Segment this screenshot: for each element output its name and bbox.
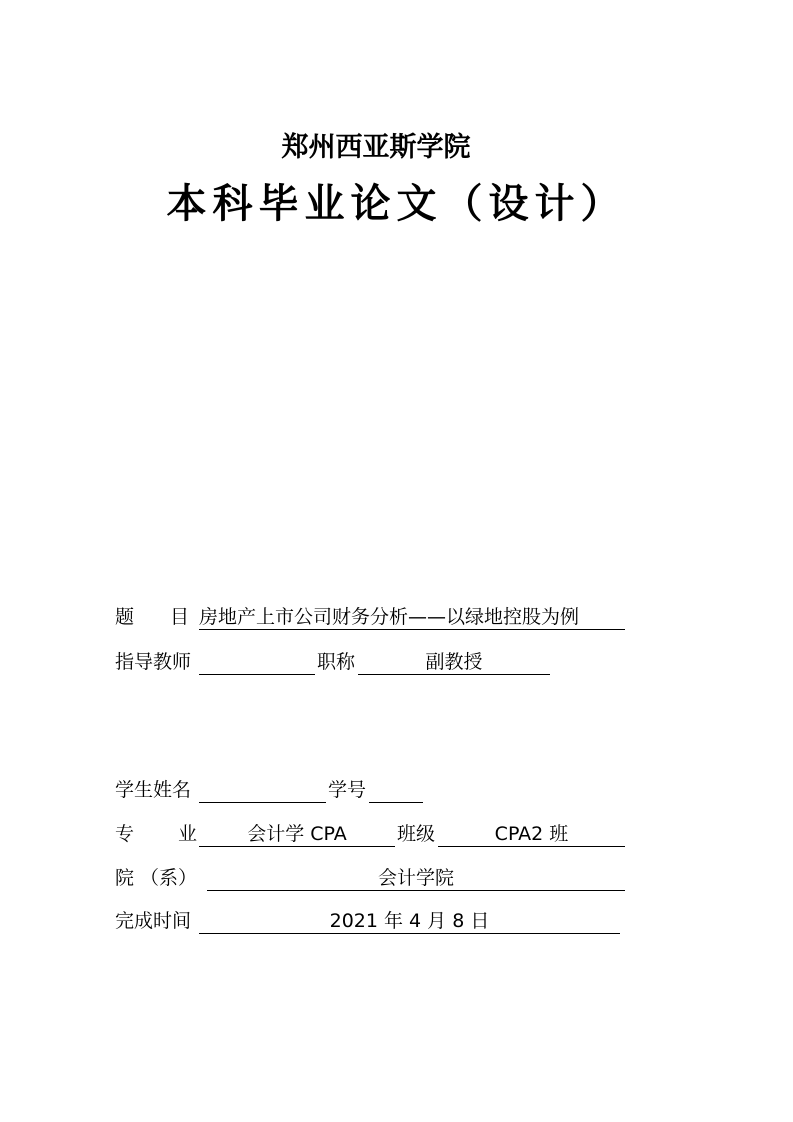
department-value: 会计学院 bbox=[207, 864, 625, 891]
school-name: 郑州西亚斯学院 bbox=[281, 132, 471, 163]
class-value: CPA2 班 bbox=[438, 820, 625, 847]
rank-label: 职称 bbox=[317, 651, 356, 673]
advisor-label: 指导教师 bbox=[115, 651, 192, 673]
major-value: 会计学 CPA bbox=[199, 820, 395, 847]
major-label-char-1: 专 bbox=[115, 823, 135, 845]
topic-value: 房地产上市公司财务分析——以绿地控股为例 bbox=[199, 603, 625, 630]
major-label bbox=[115, 820, 197, 848]
class-label: 班级 bbox=[397, 823, 436, 845]
completion-date-value: 2021 年 4 月 8 日 bbox=[199, 907, 620, 934]
rank-value: 副教授 bbox=[358, 648, 550, 675]
completion-date-label: 完成时间 bbox=[115, 910, 192, 932]
major-label-char-2: 业 bbox=[178, 823, 198, 845]
advisor-value bbox=[199, 648, 315, 675]
topic-label bbox=[115, 603, 189, 631]
department-label: 院 （系） bbox=[115, 867, 198, 889]
student-id-label: 学号 bbox=[328, 779, 367, 801]
student-name-label: 学生姓名 bbox=[115, 779, 192, 801]
student-id-value bbox=[369, 776, 423, 803]
document-type: 本科毕业论文（设计） bbox=[166, 181, 627, 227]
student-name-value bbox=[199, 776, 326, 803]
topic-label-char-1: 题 bbox=[115, 606, 135, 628]
topic-label-char-2: 目 bbox=[170, 606, 190, 628]
